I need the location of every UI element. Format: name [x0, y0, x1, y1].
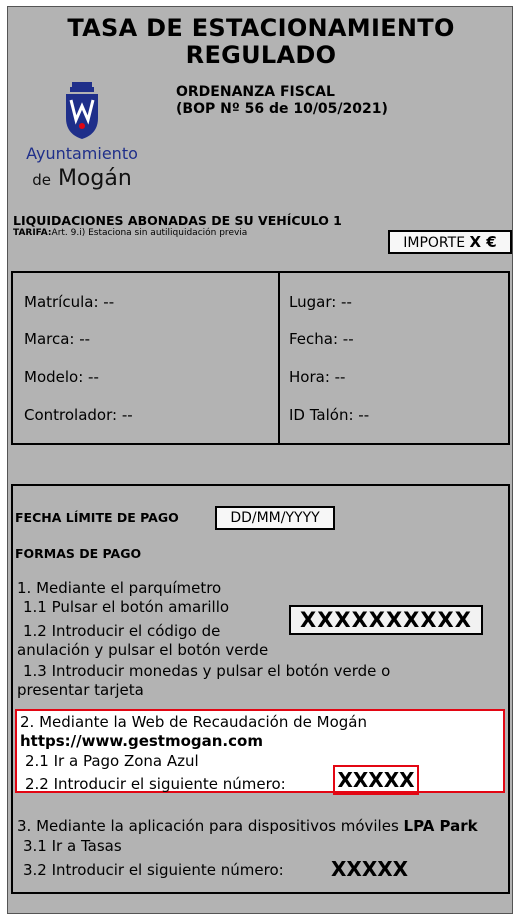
- method1-step3a: 1.3 Introducir monedas y pulsar el botón verde o: [23, 662, 391, 680]
- method3-step2: 3.2 Introducir el siguiente número:: [23, 861, 284, 879]
- hora-field: Hora: --: [289, 368, 346, 386]
- ticket: [7, 6, 513, 914]
- method3-title-text: 3. Mediante la aplicación para dispositivos móviles: [17, 817, 399, 835]
- municipality-logo: [22, 82, 142, 192]
- title-line-1: TASA DE ESTACIONAMIENTO: [67, 14, 455, 42]
- matricula-field: Matrícula: --: [24, 293, 115, 311]
- page-title: [8, 15, 514, 69]
- importe-box: [388, 230, 512, 254]
- method1-step2b: anulación y pulsar el botón verde: [17, 641, 269, 659]
- talon-field: ID Talón: --: [289, 406, 370, 424]
- formas-pago-label: FORMAS DE PAGO: [15, 546, 142, 561]
- bop-reference: (BOP Nº 56 de 10/05/2021): [176, 101, 388, 117]
- method2-title: 2. Mediante la Web de Recaudación de Mogán: [20, 713, 367, 731]
- vehicle-divider: [278, 273, 280, 443]
- method3-title: [17, 817, 478, 835]
- modelo-field: Modelo: --: [24, 368, 99, 386]
- anulacion-code: XXXXXXXXXX: [289, 605, 483, 635]
- ordenanza-label: ORDENANZA FISCAL: [176, 84, 335, 100]
- fecha-field: Fecha: --: [289, 330, 354, 348]
- logo-name: [22, 166, 142, 191]
- controlador-field: Controlador: --: [24, 406, 133, 424]
- app-code: XXXXX: [331, 857, 409, 881]
- method1-title: 1. Mediante el parquímetro: [17, 579, 222, 597]
- logo-de: de: [32, 171, 51, 189]
- method2-step1: 2.1 Ir a Pago Zona Azul: [25, 752, 199, 770]
- method1-step1: 1.1 Pulsar el botón amarillo: [23, 598, 230, 616]
- lpa-park-app: LPA Park: [403, 817, 478, 835]
- logo-ayuntamiento: Ayuntamiento: [26, 144, 138, 163]
- tarifa-text: Art. 9.i) Estaciona sin autiliquidación previa: [51, 228, 248, 238]
- fecha-limite-value: DD/MM/YYYY: [215, 506, 335, 530]
- method3-step1: 3.1 Ir a Tasas: [23, 837, 122, 855]
- lugar-field: Lugar: --: [289, 293, 352, 311]
- importe-label: IMPORTE: [403, 235, 466, 251]
- method1-step2a: 1.2 Introducir el código de: [23, 622, 221, 640]
- importe-value: X €: [469, 233, 497, 251]
- logo-mogan: Mogán: [57, 166, 132, 191]
- liquidaciones-title: LIQUIDACIONES ABONADAS DE SU VEHÍCULO 1: [13, 213, 342, 228]
- method2-step2: 2.2 Introducir el siguiente número:: [25, 775, 286, 793]
- ordenanza-block: [176, 84, 388, 118]
- web-payment-box: [15, 709, 505, 793]
- tarifa-label: TARIFA:: [13, 228, 52, 238]
- shield-icon: [62, 82, 102, 140]
- vehicle-details-box: [11, 271, 510, 445]
- payment-box: [11, 484, 510, 894]
- web-code: XXXXX: [333, 765, 419, 795]
- fecha-limite-label: FECHA LÍMITE DE PAGO: [15, 510, 179, 525]
- tarifa-line: [13, 228, 247, 238]
- method1-step3b: presentar tarjeta: [17, 681, 144, 699]
- gestmogan-link[interactable]: https://www.gestmogan.com: [20, 732, 263, 750]
- title-line-2: REGULADO: [185, 41, 337, 69]
- marca-field: Marca: --: [24, 330, 91, 348]
